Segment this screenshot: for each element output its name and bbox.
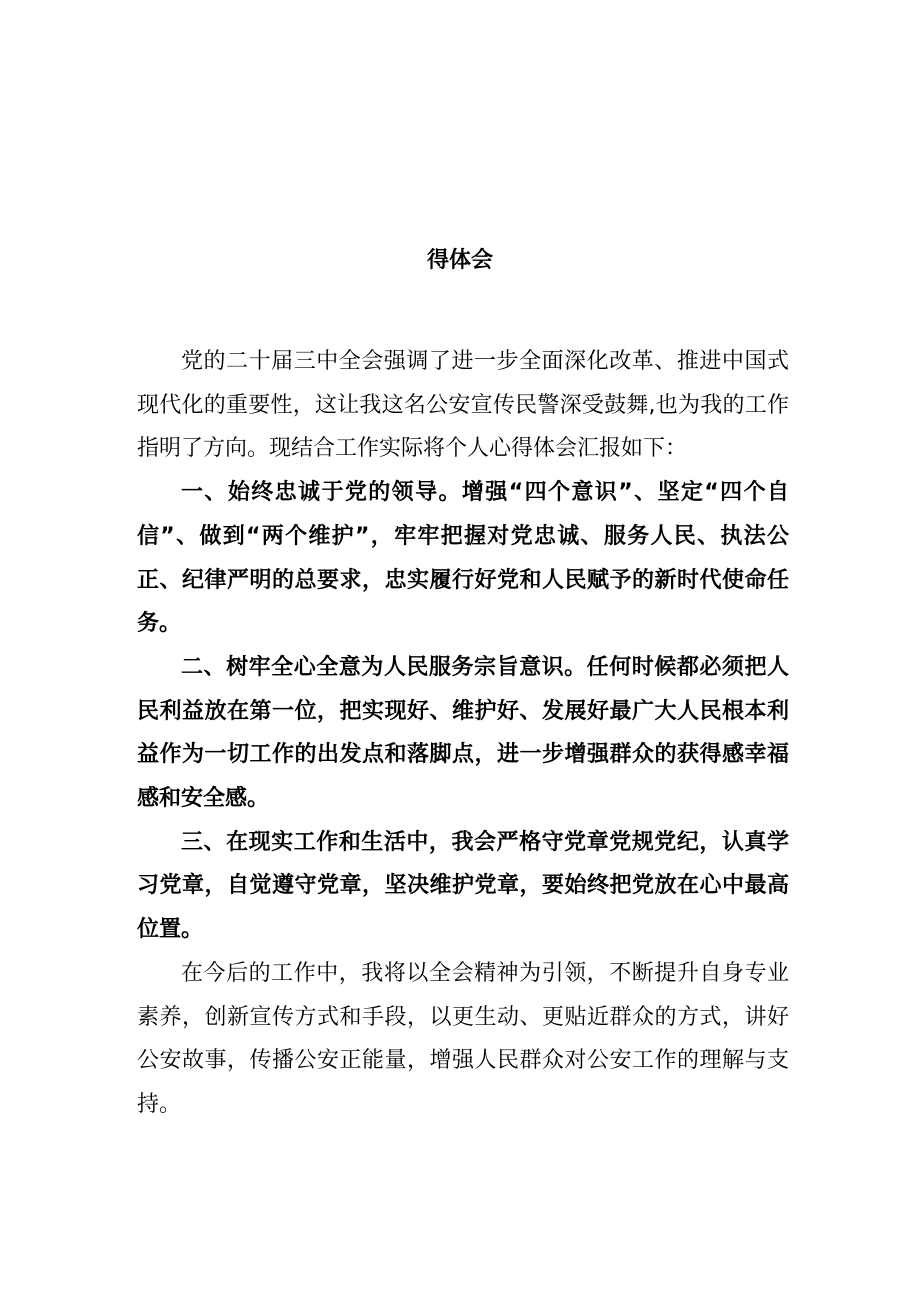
paragraph-point-two: 二、树牢全心全意为人民服务宗旨意识。任何时候都必须把人民利益放在第一位，把实现好、维护好、发展好最广大人民根本利益作为一切工作的出发点和落脚点，进一步增强群众的获得感幸福感和安全感。 [137, 654, 789, 812]
paragraph-point-one: 一、始终忠诚于党的领导。增强“四个意识”、坚定“四个自信”、做到“两个维护”，牢牢把握对党忠诚、服务人民、执法公正、纪律严明的总要求，忠实履行好党和人民赋予的新时代使命任务。 [137, 480, 789, 637]
paragraph-conclusion: 在今后的工作中，我将以全会精神为引领，不断提升自身专业素养，创新宣传方式和手段，以更生动、更贴近群众的方式，讲好公安故事，传播公安正能量，增强人民群众对公安工作的理解与支持。 [137, 960, 789, 1117]
document-title: 得体会 [426, 248, 493, 273]
paragraph-intro: 党的二十届三中全会强调了进一步全面深化改革、推进中国式现代化的重要性，这让我这名公安宣传民警深受鼓舞,也为我的工作指明了方向。现结合工作实际将个人心得体会汇报如下： [137, 349, 789, 462]
paragraph-point-three: 三、在现实工作和生活中，我会严格守党章党规党纪，认真学习党章，自觉遵守党章，坚决维护党章，要始终把党放在心中最高位置。 [137, 829, 789, 943]
document-body [137, 340, 789, 1127]
